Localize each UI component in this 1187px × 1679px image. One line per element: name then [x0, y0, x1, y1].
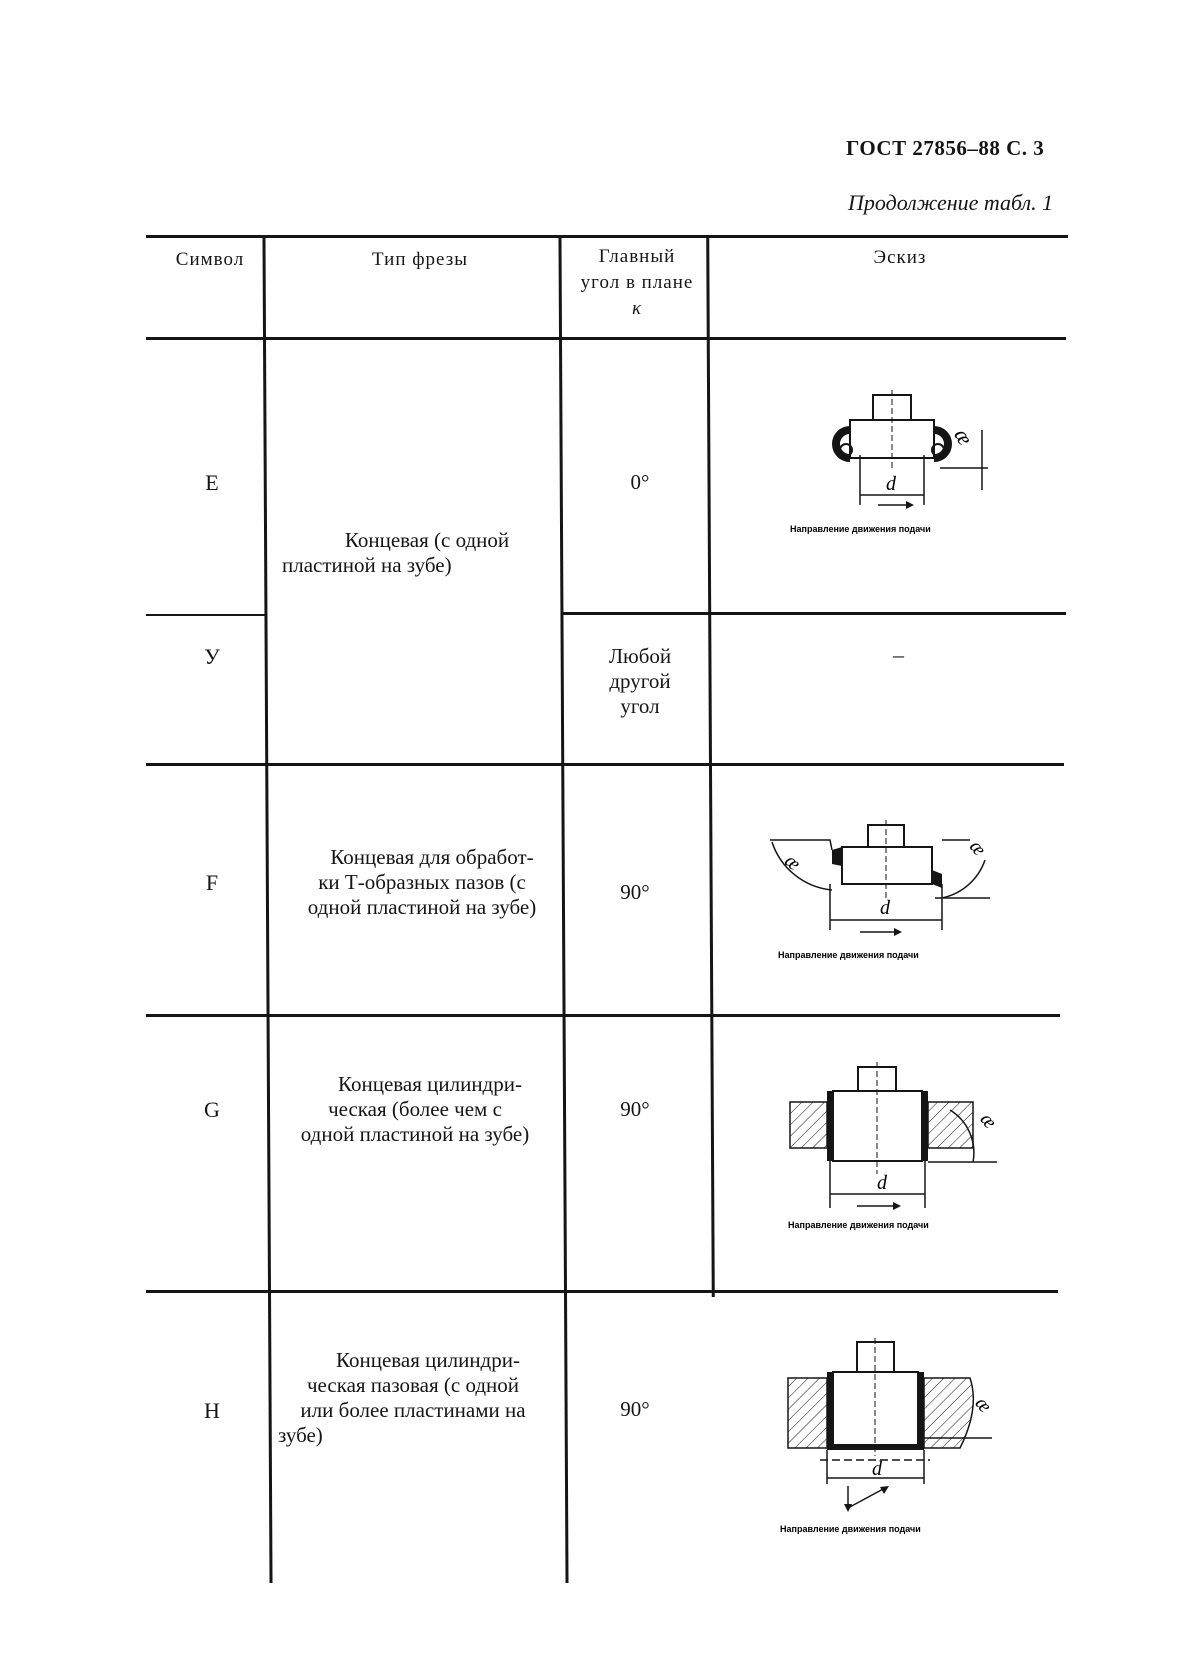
- row-u-angle-line1: Любой: [608, 644, 672, 668]
- row-h-type: [278, 1348, 548, 1448]
- row-f-type-line1: Концевая для обработ-: [330, 845, 534, 869]
- row-e-d-label: d: [886, 473, 896, 495]
- row-u-symbol: У: [204, 644, 220, 669]
- row-e-caption: Направление движения подачи: [790, 524, 931, 534]
- row-h-sketch: [780, 1338, 1010, 1538]
- row-u-angle-line2: другой: [609, 669, 671, 693]
- header-sketch: Эскиз: [873, 247, 927, 268]
- header-angle-line3: κ: [631, 298, 643, 319]
- row-f-type: [282, 845, 562, 920]
- row-eu-type-line2: пластиной на зубе): [282, 553, 452, 577]
- row-h-caption: Направление движения подачи: [780, 1524, 921, 1534]
- row-f-sketch: [770, 820, 1010, 970]
- row-f-kappa-left: æ: [780, 849, 805, 876]
- row-e-sketch: [790, 390, 990, 545]
- table-top-rule: [146, 235, 1068, 238]
- row-g-type-line3: одной пластиной на зубе): [300, 1122, 530, 1146]
- row-f-d-label: d: [880, 897, 890, 919]
- row-g-angle: 90°: [620, 1097, 650, 1121]
- row-e-angle: 0°: [630, 470, 650, 494]
- header-angle-line1: Главный: [598, 246, 676, 267]
- row-f-caption: Направление движения подачи: [778, 950, 919, 960]
- row-g-sketch: [785, 1062, 1015, 1237]
- row-e-bottom-rule-left: [146, 614, 266, 616]
- header-type: Тип фрезы: [372, 249, 468, 270]
- row-eu-type: [282, 528, 552, 578]
- row-g-type: [275, 1072, 555, 1147]
- row-g-d-label: d: [877, 1172, 887, 1194]
- row-u-angle: [580, 644, 700, 719]
- row-g-bottom-rule: [146, 1290, 1058, 1293]
- row-f-bottom-rule: [146, 1014, 1060, 1017]
- row-eu-type-line1: Концевая (с одной: [344, 528, 510, 552]
- row-h-type-line3: или более пластинами на: [300, 1398, 526, 1422]
- row-e-bottom-rule-right: [563, 612, 1066, 615]
- row-f-type-line3: одной пластиной на зубе): [307, 895, 537, 919]
- row-h-angle: 90°: [620, 1397, 650, 1421]
- row-h-type-line1: Концевая цилиндри-: [336, 1348, 520, 1372]
- row-h-type-line2: ческая пазовая (с одной: [306, 1373, 520, 1397]
- table-caption: Продолжение табл. 1: [848, 190, 1054, 215]
- row-u-sketch-dash: –: [893, 642, 904, 667]
- row-e-symbol: E: [205, 470, 219, 495]
- row-f-angle: 90°: [620, 880, 650, 904]
- row-g-symbol: G: [204, 1097, 220, 1122]
- row-h-type-line4: зубе): [278, 1423, 323, 1447]
- row-f-type-line2: ки Т-образных пазов (с: [318, 870, 526, 894]
- row-h-d-label: d: [872, 1458, 882, 1480]
- row-g-kappa-label: æ: [975, 1108, 1001, 1133]
- row-u-angle-line3: угол: [620, 694, 660, 718]
- header-bottom-rule: [146, 337, 1066, 340]
- col-divider-1: [262, 237, 272, 1583]
- row-e-kappa-label: æ: [949, 424, 979, 450]
- row-g-caption: Направление движения подачи: [788, 1220, 929, 1230]
- header-angle: [562, 244, 712, 322]
- col-divider-3: [706, 237, 715, 1297]
- row-h-kappa-label: æ: [970, 1392, 996, 1417]
- page-header: ГОСТ 27856–88 С. 3: [846, 136, 1045, 160]
- row-g-type-line2: ческая (более чем с: [328, 1097, 502, 1121]
- row-g-type-line1: Концевая цилиндри-: [338, 1072, 522, 1096]
- row-f-kappa-right: æ: [964, 835, 991, 861]
- row-u-bottom-rule: [146, 763, 1064, 766]
- header-angle-line2: угол в плане: [580, 272, 694, 293]
- row-h-symbol: H: [204, 1398, 220, 1423]
- row-f-symbol: F: [205, 870, 219, 895]
- header-symbol: Символ: [175, 249, 245, 270]
